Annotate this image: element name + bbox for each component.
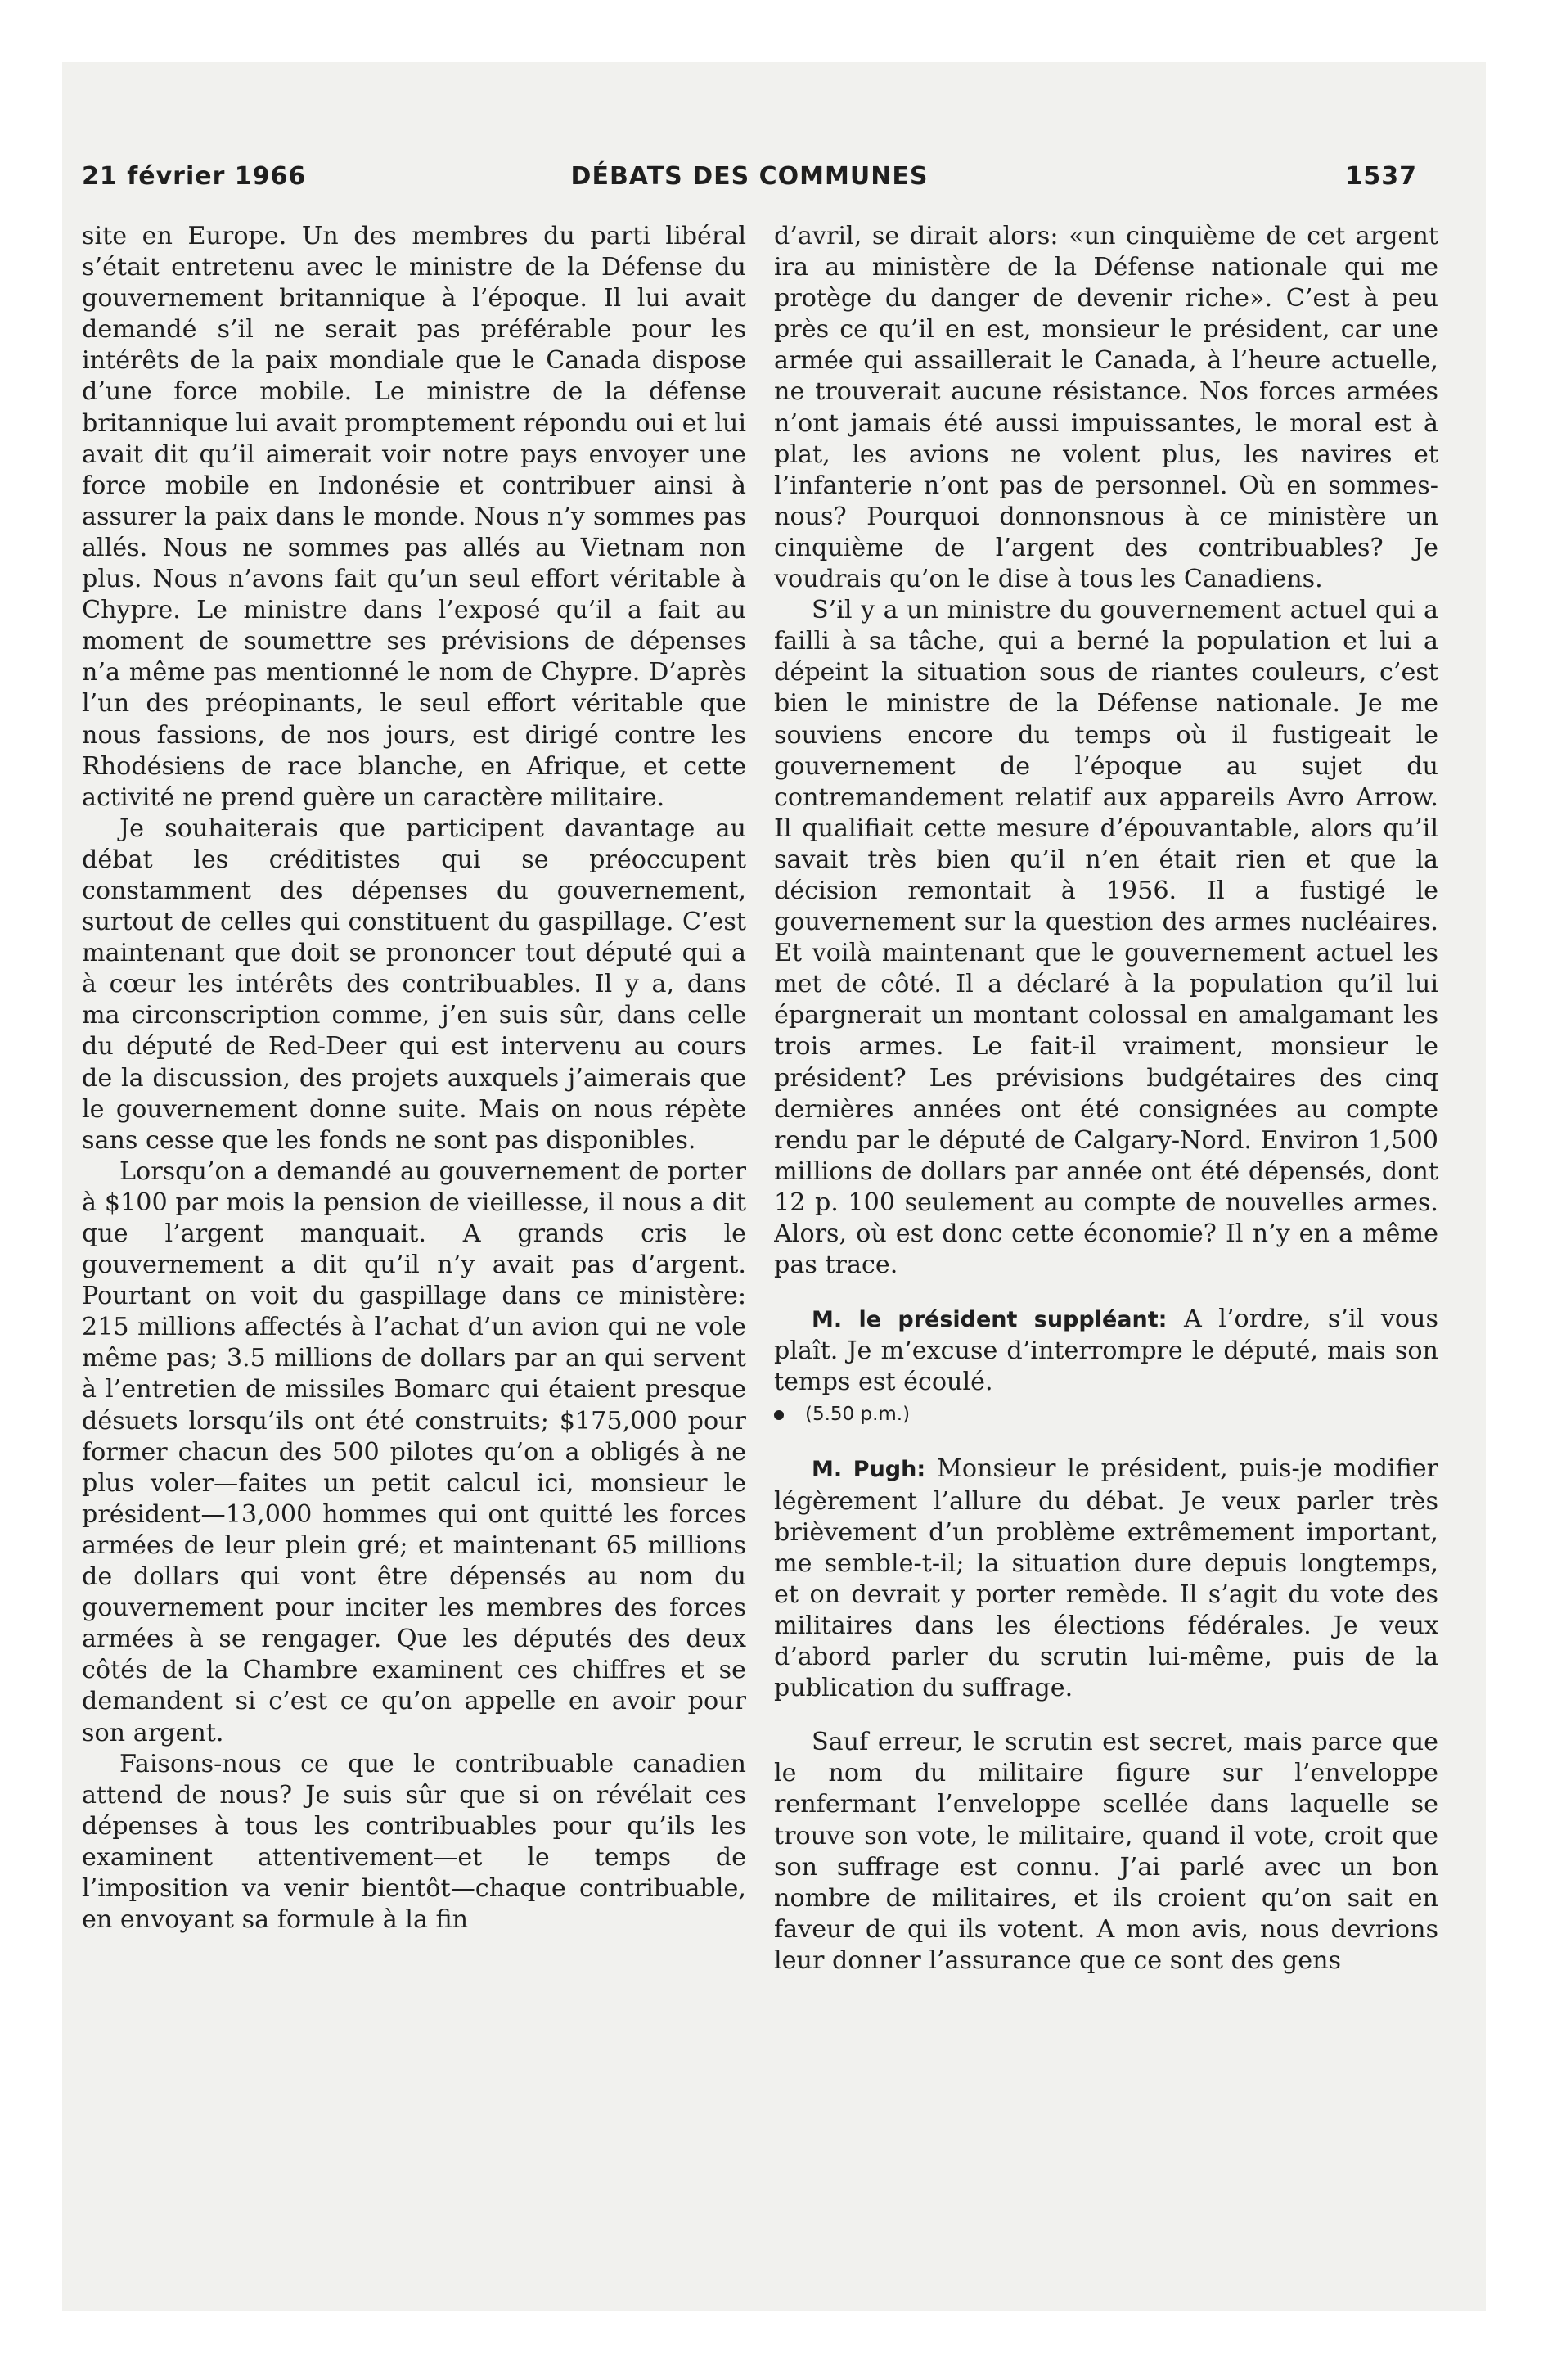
speech-text: A l’ordre, s’il vous plaît. Je m’excuse d’interrompre le député, mais son temps est écoulé. [774, 1305, 1438, 1397]
paragraph: Lorsqu’on a demandé au gouvernement de porter à $100 par mois la pension de vieillesse, il nous a dit que l’argent manquait. A grands cris le gouvernement a dit qu’il n’y avait pas d’argent. Pourtant on voit du gaspillage dans ce ministère: 215 millions affectés à l’achat d’un avion qui ne vole même pas; 3.5 millions de dollars par an qui servent à l’entretien de missiles Bomarc qui étaient presque désuets lorsqu’ils ont été construits; $175,000 pour former chacun des 500 pilotes qu’on a obligés à ne plus voler—faites un petit calcul ici, monsieur le président—13,000 hommes qui ont quitté les forces armées de leur plein gré; et maintenant 65 millions de dollars qui vont être dépensés au nom du gouvernement pour inciter les membres des forces armées à se rengager. Que les députés des deux côtés de la Chambre examinent ces chiffres et se demandent si c’est ce qu’on appelle en avoir pour son argent. [82, 1156, 746, 1747]
right-column [774, 221, 1438, 2218]
speaker-name: M. Pugh: [812, 1457, 926, 1483]
paragraph: Sauf erreur, le scrutin est secret, mais parce que le nom du militaire figure sur l’enveloppe renfermant l’enveloppe scellée dans laquelle se trouve son vote, le militaire, quand il vote, croit que son suffrage est connu. J’ai parlé avec un bon nombre de militaires, et ils croient qu’on sait en faveur de qui ils votent. A mon avis, nous devrions leur donner l’assurance que ce sont des gens [774, 1728, 1438, 1975]
page-header [82, 160, 1417, 193]
speaker-name: M. le président suppléant: [812, 1307, 1168, 1333]
left-column [82, 221, 746, 2218]
paragraph: d’avril, se dirait alors: «un cinquième de cet argent ira au ministère de la Défense nationale qui me protège du danger de devenir riche». C’est à peu près ce qu’il en est, monsieur le président, car une armée qui assaillerait le Canada, à l’heure actuelle, ne trouverait aucune résistance. Nos forces armées n’ont jamais été aussi impuissantes, le moral est à plat, les avions ne volent plus, les navires et l’infanterie n’ont pas de personnel. Où en sommes-nous? Pourquoi donnonsnous à ce ministère un cinquième de l’argent des contribuables? Je voudrais qu’on le dise à tous les Canadiens. [774, 222, 1438, 594]
header-date: 21 février 1966 [82, 162, 307, 191]
speech-entry [774, 1454, 1438, 1704]
timestamp-text: (5.50 p.m.) [805, 1404, 911, 1426]
paragraph: Je souhaiterais que participent davantage au débat les créditistes qui se préoccupent constamment des dépenses du gouvernement, surtout de celles qui constituent du gaspillage. C’est maintenant que doit se prononcer tout député qui a à cœur les intérêts des contribuables. Il y a, dans ma circonscription comme, j’en suis sûr, dans celle du député de Red-Deer qui est intervenu au cours de la discussion, des projets auxquels j’aimerais que le gouvernement donne suite. Mais on nous répète sans cesse que les fonds ne sont pas disponibles. [82, 814, 746, 1155]
speech-text: Monsieur le président, puis-je modifier légèrement l’allure du débat. Je veux parler très brièvement d’un problème extrêmement important, me semble-t-il; la situation dure depuis longtemps, et on devrait y porter remède. Il s’agit du vote des militaires dans les élections fédérales. Je veux d’abord parler du scrutin lui-même, puis de la publication du suffrage. [774, 1454, 1438, 1703]
bullet-icon [774, 1410, 784, 1420]
timestamp [774, 1398, 1438, 1431]
paragraph: S’il y a un ministre du gouvernement actuel qui a failli à sa tâche, qui a berné la population et lui a dépeint la situation sous de riantes couleurs, c’est bien le ministre de la Défense nationale. Je me souviens encore du temps où il fustigeait le gouvernement de l’époque au sujet du contremandement relatif aux appareils Avro Arrow. Il qualifiait cette mesure d’épouvantable, alors qu’il savait très bien qu’il n’en était rien et que la décision remontait à 1956. Il a fustigé le gouvernement sur la question des armes nucléaires. Et voilà maintenant que le gouvernement actuel les met de côté. Il a déclaré à la population qu’il lui épargnerait un montant colossal en amalgamant les trois armes. Le fait-il vraiment, monsieur le président? Les prévisions budgétaires des cinq dernières années ont été consignées au compte rendu par le député de Calgary-Nord. Environ 1,500 millions de dollars par année ont été dépensés, dont 12 p. 100 seulement au compte de nouvelles armes. Alors, où est donc cette économie? Il n’y en a même pas trace. [774, 596, 1438, 1280]
header-title: DÉBATS DES COMMUNES [570, 162, 929, 191]
speech-entry [774, 1304, 1438, 1398]
paragraph: site en Europe. Un des membres du parti libéral s’était entretenu avec le ministre de la Défense du gouvernement britannique à l’époque. Il lui avait demandé s’il ne serait pas préférable pour les intérêts de la paix mondiale que le Canada dispose d’une force mobile. Le ministre de la défense britannique lui avait promptement répondu oui et lui avait dit qu’il aimerait voir notre pays envoyer une force mobile en Indonésie et contribuer ainsi à assurer la paix dans le monde. Nous n’y sommes pas allés. Nous ne sommes pas allés au Vietnam non plus. Nous n’avons fait qu’un seul effort véritable à Chypre. Le ministre dans l’exposé qu’il a fait au moment de soumettre ses prévisions de dépenses n’a même pas mentionné le nom de Chypre. D’après l’un des préopinants, le seul effort véritable que nous fassions, de nos jours, est dirigé contre les Rhodésiens de race blanche, en Afrique, et cette activité ne prend guère un caractère militaire. [82, 222, 746, 812]
paragraph: Faisons-nous ce que le contribuable canadien attend de nous? Je suis sûr que si on révélait ces dépenses à tous les contribuables pour qu’ils les examinent attentivement—et le temps de l’imposition va venir bientôt—chaque contribuable, en envoyant sa formule à la fin [82, 1749, 746, 1935]
header-page-number: 1537 [1345, 162, 1417, 191]
